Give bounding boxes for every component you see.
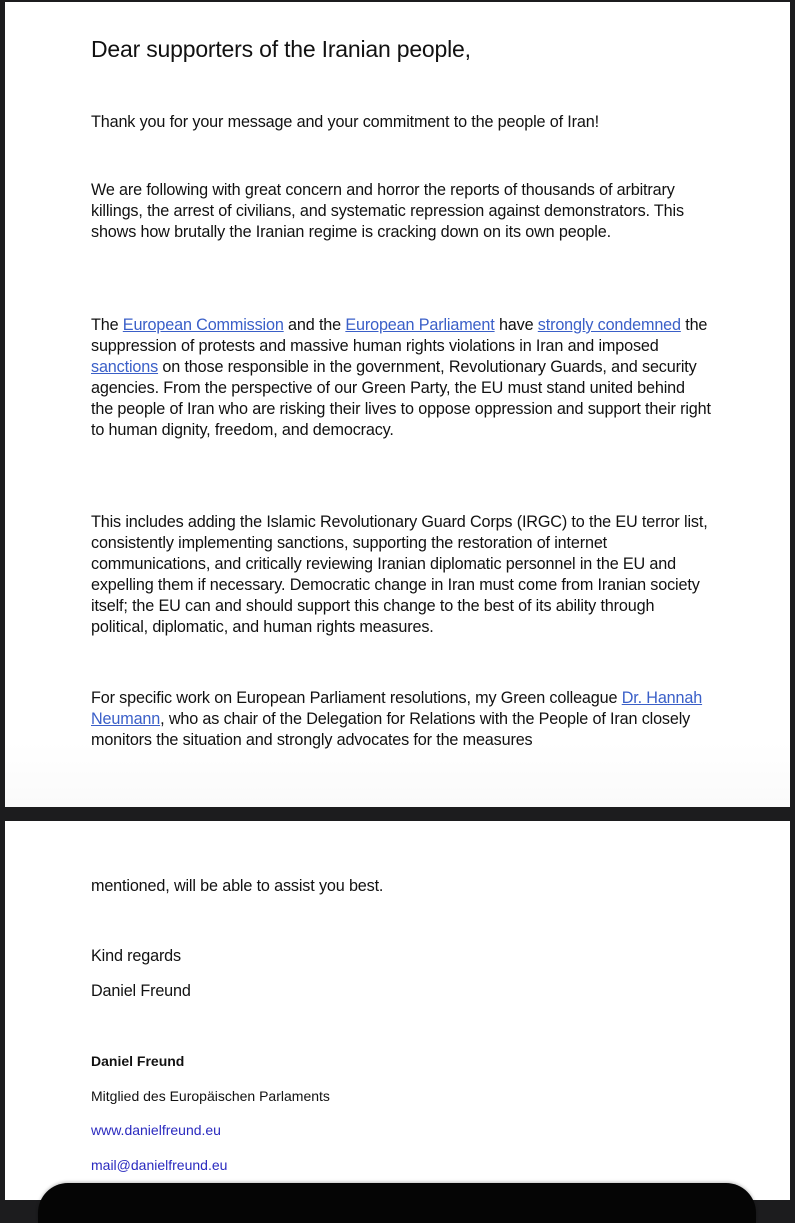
closing: Kind regards [91,947,181,965]
paragraph-concern: We are following with great concern and horror the reports of thousands of arbitrary killings, the arrest of civilians, and systematic repression against demonstrators. This shows how brutally the Iranian regime is cracking down on its own people. [91,181,684,241]
bottom-toolbar [38,1183,756,1223]
text-fragment: , who as chair of the Delegation for Relations with the People of Iran closely monitors the situation and strongly advocates for the measures [91,710,691,749]
greeting: Dear supporters of the Iranian people, [91,36,471,62]
paragraph-continuation: mentioned, will be able to assist you best. [91,877,384,895]
paragraph-thanks: Thank you for your message and your commitment to the people of Iran! [91,113,599,131]
paragraph-eu-response [91,315,711,441]
website-link[interactable]: www.danielfreund.eu [91,1122,221,1138]
text-fragment: The [91,316,123,334]
signature-name: Daniel Freund [91,1053,185,1069]
text-fragment: on those responsible in the government, Revolutionary Guards, and security agencies. From the perspective of our Green Party, the EU must stand united behind the people of Iran who are risking their lives to oppose oppression and support their right to human dignity, freedom, and democracy. [91,358,711,439]
european-parliament-link[interactable]: European Parliament [345,316,495,334]
sanctions-link[interactable]: sanctions [91,358,159,376]
signature-title: Mitglied des Europäischen Parlaments [91,1088,330,1104]
paragraph-colleague [91,688,711,751]
letter-page-1 [5,2,790,807]
paragraph-measures: This includes adding the Islamic Revolutionary Guard Corps (IRGC) to the EU terror list, consistently implementing sanctions, supporting the restoration of internet communications, and critically reviewing Iranian diplomatic personnel in the EU and expelling them if necessary. Democratic change in Iran must come from Iranian society itself; the EU can and should support this change to the best of its ability through political, diplomatic, and human rights measures. [91,513,708,636]
strongly-condemned-link[interactable]: strongly condemned [537,316,681,334]
european-commission-link[interactable]: European Commission [122,316,284,334]
text-fragment: For specific work on European Parliament resolutions, my Green colleague [91,689,622,707]
hannah-neumann-link[interactable]: Dr. Hannah Neumann [91,689,703,728]
email-link[interactable]: mail@danielfreund.eu [91,1157,228,1173]
sender-name: Daniel Freund [91,982,191,1000]
text-fragment: the suppression of protests and massive human rights violations in Iran and imposed [91,316,708,355]
letter-page-2 [5,821,790,1200]
text-fragment: have [494,316,538,334]
text-fragment: and the [283,316,346,334]
